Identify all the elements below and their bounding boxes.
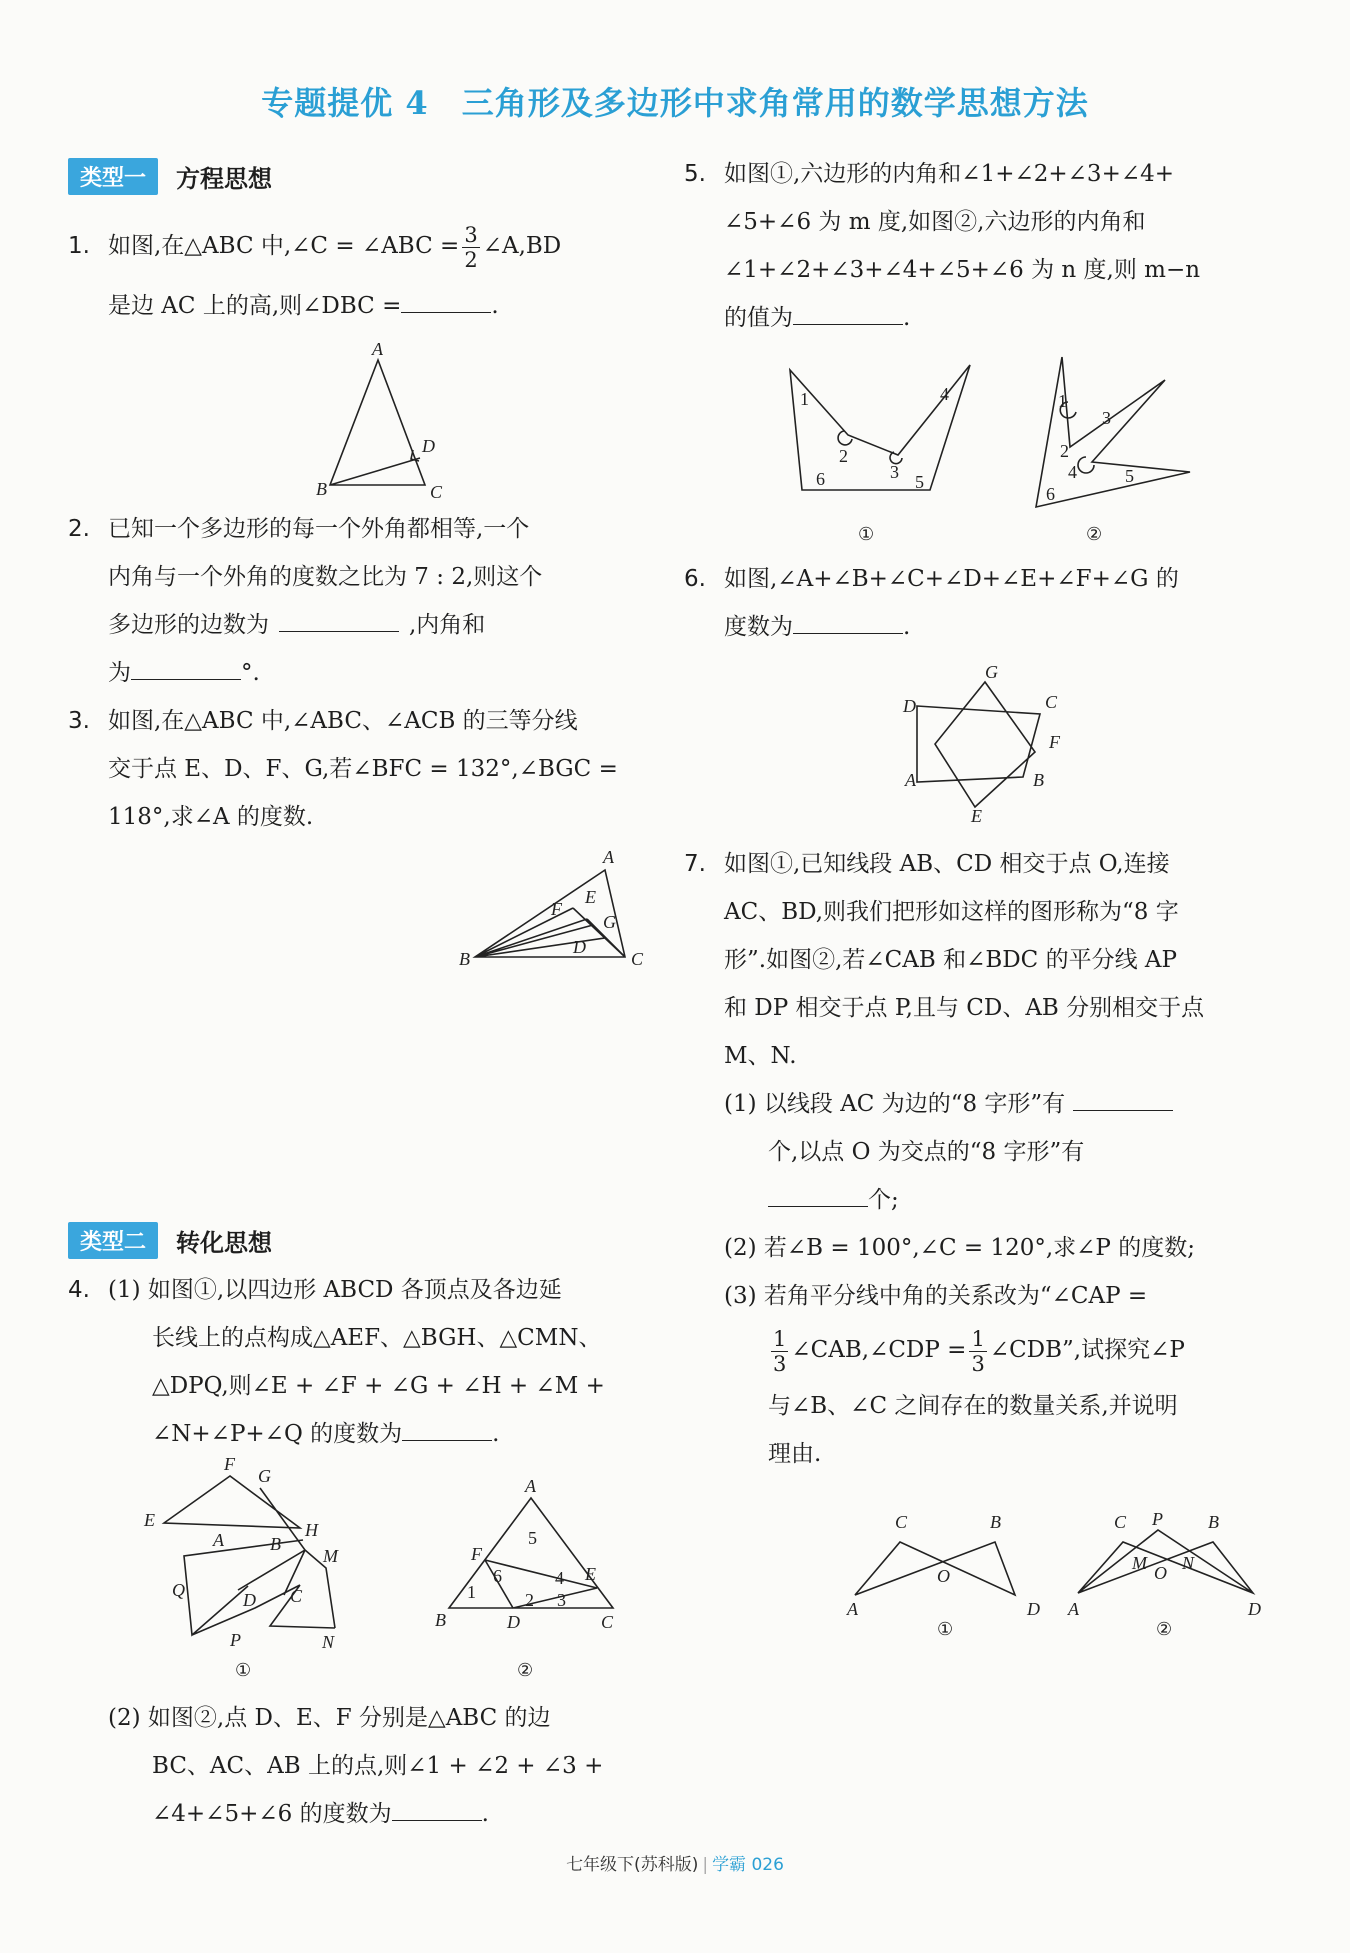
label-D: D xyxy=(422,436,435,456)
q5-text-2: ∠5+∠6 为 m 度,如图②,六边形的内角和 xyxy=(724,209,1146,235)
section-type-1 xyxy=(68,158,272,195)
angle-2: 2 xyxy=(525,1590,534,1610)
question-3 xyxy=(68,697,654,841)
label-C: C xyxy=(1114,1512,1127,1532)
q4-text-2: 长线上的点构成△AEF、△BGH、△CMN、 xyxy=(152,1325,602,1351)
angle-1: 1 xyxy=(1058,391,1067,411)
q7-sub1-text-2: 个,以点 O 为交点的“8 字形”有 xyxy=(768,1139,1085,1165)
label-F: F xyxy=(1049,732,1060,752)
label-N: N xyxy=(322,1632,335,1652)
label-C: C xyxy=(601,1612,614,1632)
question-number: 4. xyxy=(68,1277,90,1303)
figure-caption: ② xyxy=(1086,524,1103,544)
q7-text-4: 和 DP 相交于点 P,且与 CD、AB 分别相交于点 xyxy=(724,995,1205,1021)
q7-sub3-text-1: (3) 若角平分线中角的关系改为“∠CAP = xyxy=(724,1283,1148,1309)
q6-text-1: 如图,∠A+∠B+∠C+∠D+∠E+∠F+∠G 的 xyxy=(724,566,1179,592)
q7-figure-1 xyxy=(845,1512,1045,1639)
q5-text-1: 如图①,六边形的内角和∠1+∠2+∠3+∠4+ xyxy=(724,161,1175,187)
answer-blank[interactable] xyxy=(768,1180,868,1207)
label-D: D xyxy=(1248,1599,1261,1619)
answer-blank[interactable] xyxy=(401,286,491,313)
label-P: P xyxy=(230,1630,241,1650)
label-N: N xyxy=(1182,1553,1195,1573)
q7-sub1-text-1: (1) 以线段 AC 为边的“8 字形”有 xyxy=(724,1091,1066,1117)
label-B: B xyxy=(435,1610,446,1630)
label-A: A xyxy=(525,1476,536,1496)
label-D: D xyxy=(903,696,916,716)
label-A: A xyxy=(1068,1599,1079,1619)
answer-blank[interactable] xyxy=(1073,1084,1173,1111)
label-E: E xyxy=(144,1510,155,1530)
q7-sub3-text-4: 与∠B、∠C 之间存在的数量关系,并说明 xyxy=(768,1392,1178,1419)
figure-caption: ① xyxy=(937,1619,954,1639)
q4-figure-2 xyxy=(435,1476,635,1680)
q7-sub3-text-2: ∠CAB,∠CDP = xyxy=(791,1337,967,1363)
q7-sub1-text-3: 个; xyxy=(868,1187,899,1213)
q2-text-5: 为 xyxy=(108,660,131,686)
label-C: C xyxy=(430,482,443,502)
figure-caption: ① xyxy=(858,524,875,544)
angle-2: 2 xyxy=(1060,441,1069,461)
section-type-2 xyxy=(68,1222,272,1259)
q3-text-1: 如图,在△ABC 中,∠ABC、∠ACB 的三等分线 xyxy=(108,708,578,734)
q3-text-2: 交于点 E、D、F、G,若∠BFC = 132°,∠BGC = xyxy=(108,756,618,782)
label-G: G xyxy=(258,1466,271,1486)
question-4-part-2 xyxy=(68,1694,654,1838)
label-B: B xyxy=(1208,1512,1219,1532)
label-B: B xyxy=(459,949,470,969)
label-D: D xyxy=(507,1612,520,1632)
label-A: A xyxy=(905,770,916,790)
angle-6: 6 xyxy=(816,469,825,489)
q4-figure-1 xyxy=(140,1454,370,1680)
q4-text-5: (2) 如图②,点 D、E、F 分别是△ABC 的边 xyxy=(108,1705,551,1731)
label-G: G xyxy=(985,662,998,682)
angle-4: 4 xyxy=(555,1568,564,1588)
footer-brand: 学霸 xyxy=(712,1855,747,1875)
q4-text-4: ∠N+∠P+∠Q 的度数为 xyxy=(152,1421,403,1447)
q1-text-1: 如图,在△ABC 中,∠C = ∠ABC = xyxy=(108,233,460,259)
q5-figure-1 xyxy=(780,360,980,550)
answer-blank[interactable] xyxy=(131,653,241,680)
q5-figure-2 xyxy=(1030,352,1200,542)
q5-text-4: 的值为 xyxy=(724,305,793,331)
angle-6: 6 xyxy=(1046,484,1055,504)
q4-text-3: △DPQ,则∠E + ∠F + ∠G + ∠H + ∠M + xyxy=(152,1373,605,1399)
q1-figure xyxy=(300,339,460,502)
angle-1: 1 xyxy=(467,1582,476,1602)
page-footer xyxy=(0,1850,1350,1875)
fraction-numerator: 3 xyxy=(464,222,478,247)
q6-figure xyxy=(903,662,1075,826)
label-P: P xyxy=(1152,1509,1163,1529)
angle-3: 3 xyxy=(890,462,899,482)
angle-3: 3 xyxy=(1102,408,1111,428)
footer-separator: | xyxy=(702,1855,709,1875)
label-H: H xyxy=(305,1520,318,1540)
period: . xyxy=(492,1421,500,1447)
angle-2: 2 xyxy=(839,446,848,466)
question-number: 5. xyxy=(684,161,706,187)
angle-5: 5 xyxy=(915,472,924,492)
fraction-numerator: 1 xyxy=(773,1326,787,1351)
question-7 xyxy=(684,840,1266,1478)
angle-4: 4 xyxy=(1068,462,1077,482)
figure-caption: ② xyxy=(1156,1619,1173,1639)
q1-text-3: 是边 AC 上的高,则∠DBC = xyxy=(108,292,402,319)
angle-4: 4 xyxy=(940,384,949,404)
q7-sub3-text-5: 理由. xyxy=(768,1440,822,1467)
label-C: C xyxy=(631,949,644,969)
figure-caption: ② xyxy=(517,1660,534,1680)
fraction-denominator: 3 xyxy=(971,1351,985,1376)
label-F: F xyxy=(471,1544,482,1564)
question-number: 7. xyxy=(684,851,706,877)
q2-text-3: 多边形的边数为 xyxy=(108,612,269,638)
q3-figure xyxy=(455,845,655,975)
period: . xyxy=(481,1801,489,1827)
label-A: A xyxy=(603,847,614,867)
fraction-numerator: 1 xyxy=(971,1326,985,1351)
footer-grade: 七年级下(苏科版) xyxy=(566,1855,699,1875)
angle-6: 6 xyxy=(493,1566,502,1586)
q7-sub3-text-3: ∠CDB”,试探究∠P xyxy=(989,1337,1185,1363)
q7-text-2: AC、BD,则我们把形如这样的图形称为“8 字 xyxy=(724,899,1179,925)
q5-text-3: ∠1+∠2+∠3+∠4+∠5+∠6 为 n 度,则 m−n xyxy=(724,257,1201,283)
label-Q: Q xyxy=(172,1580,185,1600)
answer-blank[interactable] xyxy=(402,1414,492,1441)
angle-5: 5 xyxy=(528,1528,537,1548)
label-A: A xyxy=(213,1530,224,1550)
q4-text-7: ∠4+∠5+∠6 的度数为 xyxy=(152,1801,392,1827)
angle-5: 5 xyxy=(1125,466,1134,486)
q4-text-1: (1) 如图①,以四边形 ABCD 各顶点及各边延 xyxy=(108,1277,562,1303)
label-E: E xyxy=(971,806,982,826)
question-number: 2. xyxy=(68,516,90,542)
angle-1: 1 xyxy=(800,389,809,409)
label-O: O xyxy=(1154,1563,1167,1583)
angle-3: 3 xyxy=(557,1590,566,1610)
label-B: B xyxy=(270,1534,281,1554)
period: . xyxy=(903,305,911,331)
label-E: E xyxy=(585,887,596,907)
question-1 xyxy=(68,222,654,330)
period: . xyxy=(903,614,911,640)
label-F: F xyxy=(551,899,562,919)
q1-text-2: ∠A,BD xyxy=(482,233,562,259)
fraction-denominator: 2 xyxy=(464,247,478,272)
label-D: D xyxy=(573,937,586,957)
label-E: E xyxy=(585,1564,596,1584)
label-B: B xyxy=(990,1512,1001,1532)
answer-blank[interactable] xyxy=(279,605,399,632)
q7-text-5: M、N. xyxy=(724,1043,797,1069)
question-number: 3. xyxy=(68,708,90,734)
label-D: D xyxy=(243,1590,256,1610)
period: . xyxy=(491,292,499,319)
q4-text-6: BC、AC、AB 上的点,则∠1 + ∠2 + ∠3 + xyxy=(152,1753,604,1779)
page-title: 专题提优 4 三角形及多边形中求角常用的数学思想方法 xyxy=(261,84,1089,122)
label-O: O xyxy=(937,1566,950,1586)
label-M: M xyxy=(323,1546,338,1566)
q7-text-1: 如图①,已知线段 AB、CD 相交于点 O,连接 xyxy=(724,851,1170,877)
q7-figure-2 xyxy=(1068,1509,1268,1639)
label-G: G xyxy=(603,912,616,932)
label-F: F xyxy=(224,1454,235,1474)
label-A: A xyxy=(372,339,383,359)
fraction-denominator: 3 xyxy=(773,1351,787,1376)
fraction xyxy=(462,223,479,272)
fraction xyxy=(771,1327,788,1376)
question-number: 1. xyxy=(68,233,90,259)
label-C: C xyxy=(290,1586,303,1606)
section-tag: 类型二 xyxy=(68,1222,158,1259)
label-C: C xyxy=(895,1512,908,1532)
q2-text-4: ,内角和 xyxy=(409,612,486,638)
section-name: 方程思想 xyxy=(176,165,273,193)
q7-sub2-text: (2) 若∠B = 100°,∠C = 120°,求∠P 的度数; xyxy=(724,1235,1195,1261)
label-B: B xyxy=(1033,770,1044,790)
q7-text-3: 形”.如图②,若∠CAB 和∠BDC 的平分线 AP xyxy=(724,947,1177,973)
question-number: 6. xyxy=(684,566,706,592)
answer-blank[interactable] xyxy=(793,607,903,634)
fraction xyxy=(969,1327,986,1376)
label-C: C xyxy=(1045,692,1058,712)
question-2 xyxy=(68,505,654,697)
label-M: M xyxy=(1132,1553,1147,1573)
figure-caption: ① xyxy=(235,1660,252,1680)
label-D: D xyxy=(1027,1599,1040,1619)
q6-text-2: 度数为 xyxy=(724,614,793,640)
question-5 xyxy=(684,150,1266,342)
question-4 xyxy=(68,1266,654,1458)
section-tag: 类型一 xyxy=(68,158,158,195)
label-B: B xyxy=(316,479,327,499)
section-name: 转化思想 xyxy=(176,1229,273,1257)
q2-text-1: 已知一个多边形的每一个外角都相等,一个 xyxy=(108,516,530,542)
q3-text-3: 118°,求∠A 的度数. xyxy=(108,804,314,830)
label-A: A xyxy=(847,1599,858,1619)
answer-blank[interactable] xyxy=(793,298,903,325)
answer-blank[interactable] xyxy=(392,1794,482,1821)
q2-text-6: °. xyxy=(241,660,260,686)
q2-text-2: 内角与一个外角的度数之比为 7 : 2,则这个 xyxy=(108,564,543,590)
question-6 xyxy=(684,555,1266,651)
page-number: 026 xyxy=(751,1855,784,1875)
